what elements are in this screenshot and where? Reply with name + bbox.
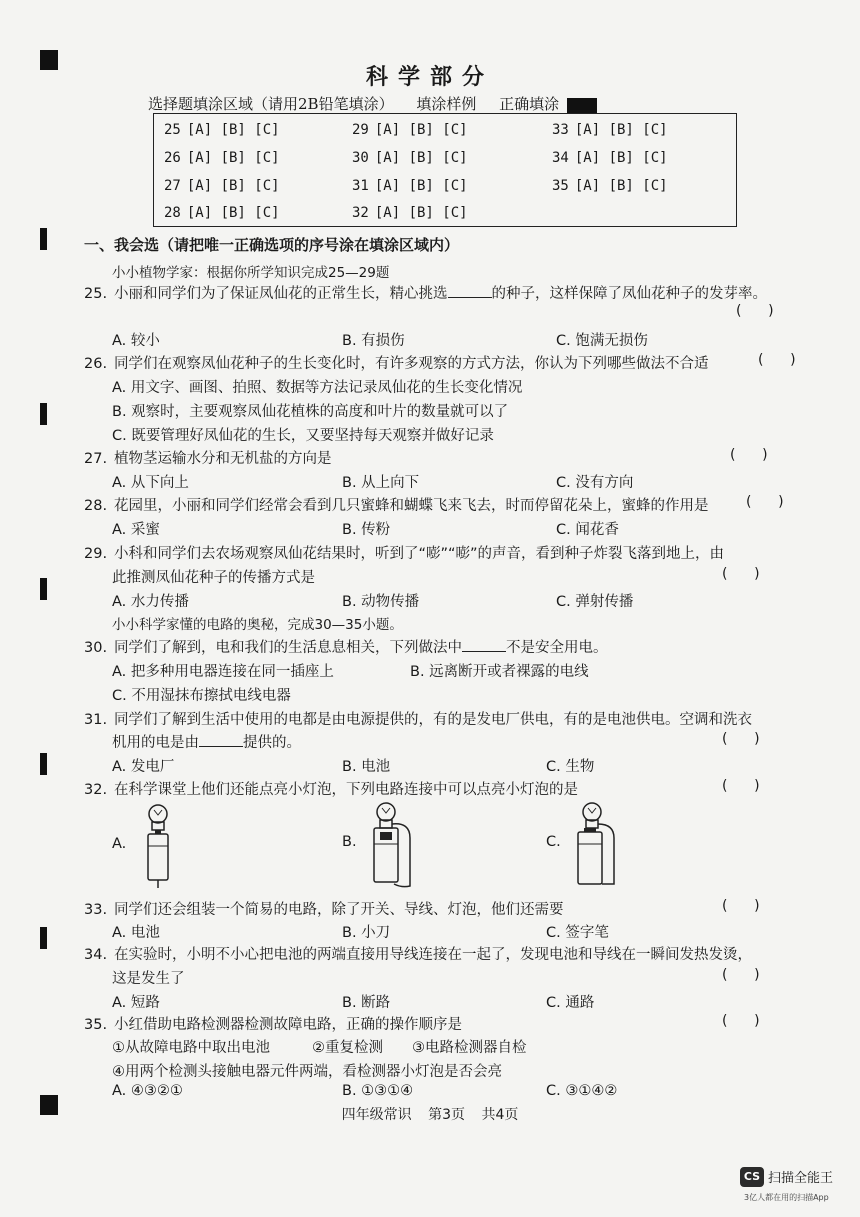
scanner-watermark — [740, 1166, 833, 1187]
answer-paren: ( ) — [736, 303, 774, 319]
q26-option-a: A. 用文字、画图、拍照、数据等方法记录凤仙花的生长变化情况 — [112, 380, 523, 396]
answer-row-35[interactable]: 35 [A] [B] [C] — [552, 178, 668, 194]
q32-option-b: B. — [342, 834, 357, 850]
question-30: 30. 同学们了解到，电和我们的生活息息相关，下列做法中 不是安全用电。 — [84, 640, 608, 656]
page-footer — [0, 1104, 860, 1124]
answer-area-label: 选择题填涂区域（请用2B铅笔填涂） — [148, 95, 394, 113]
q26-option-b: B. 观察时，主要观察凤仙花植株的高度和叶片的数量就可以了 — [112, 404, 509, 420]
filled-sample-box — [567, 98, 597, 113]
answer-paren: ( ) — [722, 566, 760, 582]
q25-option-a: A. 较小 — [112, 333, 160, 349]
q35-step-2: ②重复检测 — [312, 1040, 383, 1056]
answer-paren: ( ) — [746, 494, 784, 510]
q29-option-b: B. 动物传播 — [342, 594, 420, 610]
footer-subject: 四年级常识 — [341, 1107, 412, 1123]
q30-option-c: C. 不用湿抹布擦拭电线电器 — [112, 688, 291, 704]
answer-row-34[interactable]: 34 [A] [B] [C] — [552, 150, 668, 166]
q30-option-a: A. 把多种用电器连接在同一插座上 — [112, 664, 334, 680]
registration-mark — [40, 578, 47, 600]
answer-area — [153, 113, 737, 227]
q31-option-c: C. 生物 — [546, 759, 595, 775]
scanner-tagline: 3亿人都在用的扫描App — [744, 1193, 829, 1202]
question-26: 26. 同学们在观察凤仙花种子的生长变化时，有许多观察的方式方法，你认为下列哪些做法不合适 — [84, 356, 709, 372]
answer-paren: ( ) — [758, 352, 796, 368]
q34-option-c: C. 通路 — [546, 995, 595, 1011]
question-35: 35. 小红借助电路检测器检测故障电路，正确的操作顺序是 — [84, 1017, 462, 1033]
question-34: 34. 在实验时，小明不小心把电池的两端直接用导线连接在一起了，发现电池和导线在一瞬间发热发烫， — [84, 947, 752, 963]
q29-option-a: A. 水力传播 — [112, 594, 189, 610]
circuit-figure-c — [570, 798, 626, 890]
question-34-cont: 这是发生了 — [112, 971, 185, 987]
circuit-figure-b — [362, 798, 420, 890]
registration-mark — [40, 927, 47, 949]
q35-option-a: A. ④③②① — [112, 1083, 183, 1099]
q27-option-a: A. 从下向上 — [112, 475, 189, 491]
answer-row-31[interactable]: 31 [A] [B] [C] — [352, 178, 468, 194]
q30-option-b: B. 远离断开或者裸露的电线 — [410, 664, 589, 680]
q26-option-c: C. 既要管理好凤仙花的生长，又要坚持每天观察并做好记录 — [112, 428, 494, 444]
q34-option-b: B. 断路 — [342, 995, 391, 1011]
answer-row-28[interactable]: 28 [A] [B] [C] — [164, 205, 280, 221]
answer-row-26[interactable]: 26 [A] [B] [C] — [164, 150, 280, 166]
q35-option-c: C. ③①④② — [546, 1083, 618, 1099]
registration-mark — [40, 403, 47, 425]
question-33: 33. 同学们还会组装一个简易的电路，除了开关、导线、灯泡，他们还需要 — [84, 902, 564, 918]
section-intro: 小小科学家懂的电路的奥秘，完成30—35小题。 — [112, 617, 403, 633]
q34-option-a: A. 短路 — [112, 995, 160, 1011]
question-25: 25. 小丽和同学们为了保证凤仙花的正常生长，精心挑选 的种子，这样保障了凤仙花种子的发芽率。 — [84, 286, 767, 302]
question-29-cont: 此推测凤仙花种子的传播方式是 — [112, 570, 315, 586]
sample-label: 填涂样例 — [416, 95, 477, 113]
q33-option-a: A. 电池 — [112, 925, 160, 941]
answer-row-25[interactable]: 25 [A] [B] [C] — [164, 122, 280, 138]
q31-option-b: B. 电池 — [342, 759, 391, 775]
q27-option-c: C. 没有方向 — [556, 475, 634, 491]
question-32: 32. 在科学课堂上他们还能点亮小灯泡，下列电路连接中可以点亮小灯泡的是 — [84, 782, 578, 798]
q35-step-1: ①从故障电路中取出电池 — [112, 1040, 270, 1056]
question-29: 29. 小科和同学们去农场观察凤仙花结果时，听到了“嘭”“嘭”的声音，看到种子炸裂飞落到地上，由 — [84, 546, 725, 562]
registration-mark — [40, 753, 47, 775]
answer-paren: ( ) — [722, 1013, 760, 1029]
q32-option-a: A. — [112, 836, 127, 852]
question-31-cont: 机用的电是由 提供的。 — [112, 735, 301, 751]
q33-option-c: C. 签字笔 — [546, 925, 609, 941]
answer-paren: ( ) — [722, 967, 760, 983]
correct-label: 正确填涂 — [499, 95, 560, 113]
question-27: 27. 植物茎运输水分和无机盐的方向是 — [84, 451, 332, 467]
q33-option-b: B. 小刀 — [342, 925, 391, 941]
question-28: 28. 花园里，小丽和同学们经常会看到几只蜜蜂和蝴蝶飞来飞去，时而停留花朵上，蜜蜂的作用是 — [84, 498, 709, 514]
section-title: 一、我会选（请把唯一正确选项的序号涂在填涂区域内） — [84, 236, 460, 254]
q35-step-4: ④用两个检测头接触电器元件两端，看检测器小灯泡是否会亮 — [112, 1064, 502, 1080]
section-intro: 小小植物学家：根据你所学知识完成25—29题 — [112, 265, 390, 281]
q29-option-c: C. 弹射传播 — [556, 594, 634, 610]
q28-option-c: C. 闻花香 — [556, 522, 619, 538]
q27-option-b: B. 从上向下 — [342, 475, 420, 491]
answer-paren: ( ) — [722, 898, 760, 914]
footer-total: 共4页 — [481, 1107, 519, 1123]
q35-option-b: B. ①③①④ — [342, 1083, 414, 1099]
footer-page: 第3页 — [428, 1107, 465, 1123]
q32-option-c: C. — [546, 834, 561, 850]
answer-row-30[interactable]: 30 [A] [B] [C] — [352, 150, 468, 166]
answer-row-29[interactable]: 29 [A] [B] [C] — [352, 122, 468, 138]
scanner-app-name: 扫描全能王 — [768, 1171, 834, 1186]
q28-option-b: B. 传粉 — [342, 522, 391, 538]
question-31: 31. 同学们了解到生活中使用的电都是由电源提供的，有的是发电厂供电，有的是电池供电。空调和洗衣 — [84, 712, 752, 728]
page-title: 科学部分 — [365, 64, 494, 90]
q31-option-a: A. 发电厂 — [112, 759, 175, 775]
q28-option-a: A. 采蜜 — [112, 522, 160, 538]
answer-paren: ( ) — [730, 447, 768, 463]
answer-row-33[interactable]: 33 [A] [B] [C] — [552, 122, 668, 138]
circuit-figure-a — [138, 800, 178, 892]
answer-paren: ( ) — [722, 778, 760, 794]
registration-mark — [40, 228, 47, 250]
answer-paren: ( ) — [722, 731, 760, 747]
answer-row-32[interactable]: 32 [A] [B] [C] — [352, 205, 468, 221]
q35-step-3: ③电路检测器自检 — [412, 1040, 527, 1056]
answer-area-header — [148, 93, 615, 114]
scanner-logo-icon: CS — [740, 1167, 764, 1187]
q25-option-b: B. 有损伤 — [342, 333, 405, 349]
answer-row-27[interactable]: 27 [A] [B] [C] — [164, 178, 280, 194]
q25-option-c: C. 饱满无损伤 — [556, 333, 648, 349]
